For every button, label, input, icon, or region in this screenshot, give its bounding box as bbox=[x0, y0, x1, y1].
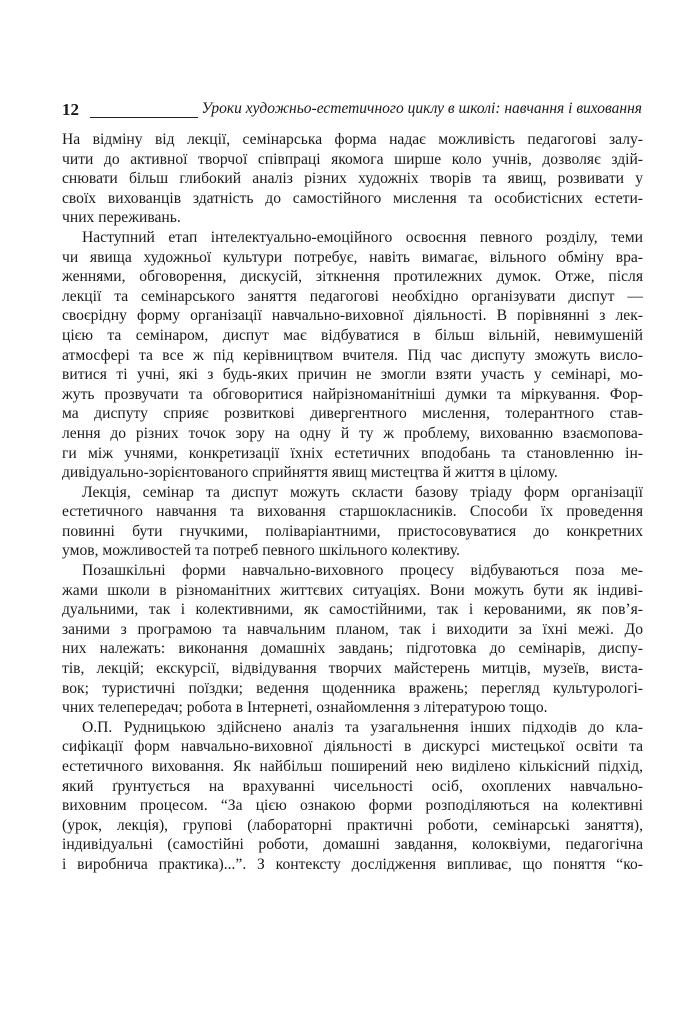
text-line: лення до різних точок зору на одну й ту ж проблему, вихованню взаємопова- bbox=[62, 424, 643, 442]
text-line: своєрідну форму організації навчально-виховної діяльності. В порівнянні з лек- bbox=[62, 307, 643, 325]
paragraph bbox=[62, 483, 643, 561]
text-line: лекції та семінарського заняття педагогові необхідно організувати диспут — bbox=[62, 287, 643, 305]
text-line: індивідуальні (самостійні роботи, домашні завдання, колоквіуми, педагогічна bbox=[62, 836, 643, 854]
text-line: жами школи в різноманітних життєвих ситуаціях. Вони можуть бути як індиві- bbox=[62, 581, 643, 599]
text-line: і виробнича практика)...”. З контексту дослідження випливає, що поняття “ко- bbox=[62, 855, 643, 873]
text-line: Наступний етап інтелектуально-емоційного освоєння певного розділу, теми bbox=[82, 228, 643, 246]
text-line: сифікації форм навчально-виховної діяльності в дискурсі мистецької освіти та bbox=[62, 738, 643, 756]
text-line: чи явища художньої культури потребує, навіть вимагає, вільного обміну вра- bbox=[62, 248, 643, 266]
text-line: естетичного виховання. Як найбільш поширений нею виділено кількісний підхід, bbox=[62, 758, 643, 775]
text-line: тів, лекцій; екскурсії, відвідування творчих майстерень митців, музеїв, виста- bbox=[62, 660, 643, 678]
text-line: вок; туристичні поїздки; ведення щоденника вражень; перегляд культурологі- bbox=[62, 679, 643, 697]
text-line: О.П. Рудницькою здійснено аналіз та узагальнення інших підходів до кла- bbox=[82, 718, 643, 736]
text-line: атмосфері та все ж під керівництвом вчителя. Під час диспуту зможуть висло- bbox=[62, 346, 643, 364]
page-number: 12 bbox=[62, 100, 79, 119]
text-line: своїх вихованців здатність до самостійного мислення та особистісних естети- bbox=[62, 189, 643, 207]
text-line: витися ті учні, які з будь-яких причин не змогли взяти участь у семінарі, мо- bbox=[62, 366, 643, 384]
paragraph bbox=[62, 228, 643, 483]
text-line: чних переживань. bbox=[62, 209, 181, 227]
text-line: (урок, лекція), групові (лабораторні практичні роботи, семінарські заняття), bbox=[62, 816, 643, 834]
text-line: На відміну від лекції, семінарська форма надає можливість педагогові залу- bbox=[62, 131, 643, 148]
text-line: дивідуально-зорієнтованого сприйняття явищ мистецтва й життя в цілому. bbox=[62, 464, 558, 482]
paragraph bbox=[62, 561, 643, 718]
text-line: них належать: виконання домашніх завдань; підготовка до семінарів, диспу- bbox=[62, 640, 643, 658]
paragraph bbox=[62, 130, 643, 228]
text-line: ма диспуту сприяє розвиткові дивергентного мислення, толерантного став- bbox=[62, 405, 643, 423]
text-line: чити до активної творчої співпраці якомога ширше коло учнів, дозволяє здій- bbox=[62, 150, 643, 168]
text-line: чних телепередач; робота в Інтернеті, ознайомлення з літературою тощо. bbox=[62, 699, 548, 717]
text-line: умов, можливостей та потреб певного шкільного колективу. bbox=[62, 542, 460, 560]
text-line: Лекція, семінар та диспут можуть скласти базову тріаду форм організації bbox=[82, 483, 643, 501]
text-line: естетичного навчання та виховання старшокласників. Способи їх проведення bbox=[62, 503, 643, 521]
text-line: повинні бути гнучкими, поліваріантними, пристосовуватися до конкретних bbox=[62, 522, 643, 540]
text-line: заними з програмою та навчальним планом, так і виходити за їхні межі. До bbox=[62, 620, 643, 638]
text-line: дуальними, так і колективними, як самостійними, так і керованими, як пов’я- bbox=[62, 601, 643, 619]
running-title: Уроки художньо-естетичного циклу в школі: навчання і виховання bbox=[198, 100, 642, 118]
text-line: женнями, обговорення, дискусій, зіткнення протилежних думок. Отже, після bbox=[62, 268, 643, 286]
text-line: який ґрунтується на врахуванні чисельності осіб, охоплених навчально- bbox=[62, 777, 643, 795]
text-line: Позашкільні форми навчально-виховного процесу відбуваються поза ме- bbox=[82, 562, 643, 580]
text-line: ги між учнями, конкретизації їхніх естетичних вподобань та становленню ін- bbox=[62, 444, 643, 462]
page-header bbox=[62, 98, 642, 122]
text-line: жуть прозвучати та обговоритися найрізноманітніші думки та міркування. Фор- bbox=[62, 385, 643, 403]
text-line: цією та семінаром, диспут має відбуватися в більш вільній, невимушеній bbox=[62, 326, 643, 344]
paragraph bbox=[62, 718, 643, 875]
body-text bbox=[62, 130, 643, 875]
text-line: виховним процесом. “За цією ознакою форми розподіляються на колективні bbox=[62, 797, 643, 815]
text-line: снювати більш глибокий аналіз різних художніх творів та явищ, розвивати у bbox=[62, 170, 643, 188]
